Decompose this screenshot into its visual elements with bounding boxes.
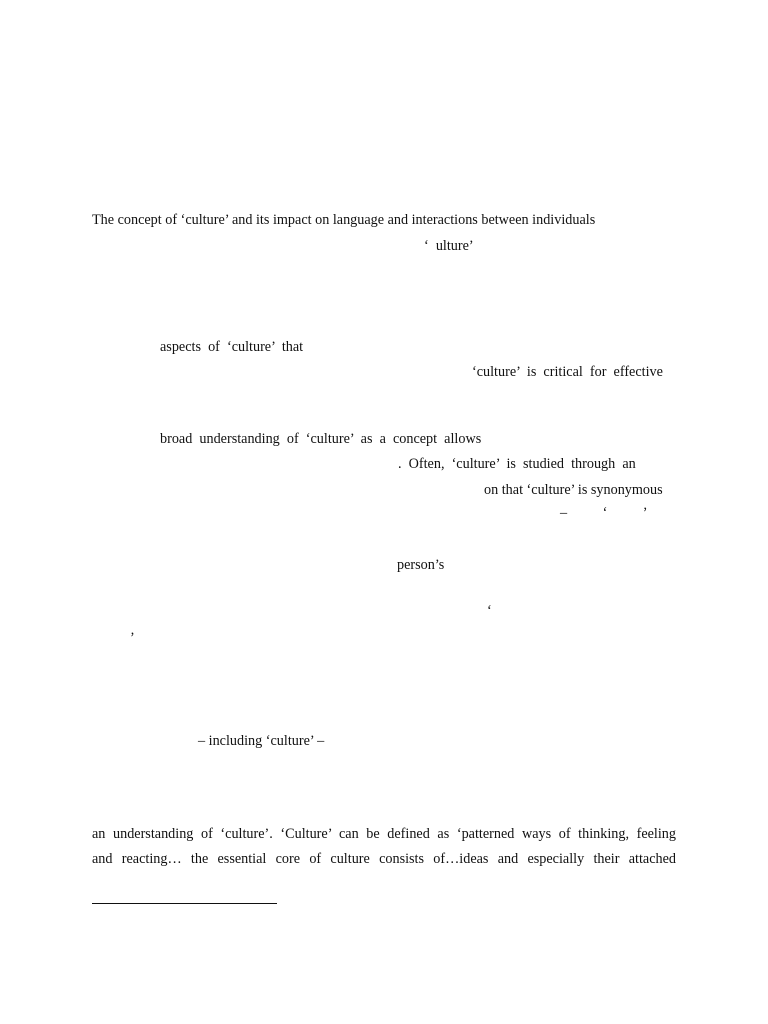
paragraph-title-line: The concept of ‘culture’ and its impact on language and interactions between individuals [92, 212, 596, 228]
text-fragment-including-culture: – including ‘culture’ – [198, 733, 325, 749]
text-fragment-persons: person’s [397, 557, 445, 573]
text-fragment-open-quote: ‘ [487, 603, 492, 619]
text-fragment-often: . Often, ‘culture’ is studied through an [398, 456, 636, 472]
text-fragment-culture-critical: ‘culture’ is critical for effective [472, 364, 663, 380]
text-fragment-ulture: ‘ ulture’ [424, 238, 474, 254]
text-fragment-aspects: aspects of ‘culture’ that [160, 339, 304, 355]
footnote-separator-rule [92, 903, 277, 904]
paragraph-understanding-line: an understanding of ‘culture’. ‘Culture’ can be defined as ‘patterned ways of thinking, feeling [92, 826, 676, 842]
paragraph-reacting-line: and reacting… the essential core of culture consists of…ideas and especially their attached [92, 851, 676, 867]
text-fragment-close-quote: ’ [130, 630, 135, 646]
text-fragment-dash-quotes: – ‘ ’ [560, 505, 648, 521]
text-fragment-broad-understanding: broad understanding of ‘culture’ as a concept allows [160, 431, 482, 447]
text-fragment-synonymous: on that ‘culture’ is synonymous [484, 482, 663, 498]
